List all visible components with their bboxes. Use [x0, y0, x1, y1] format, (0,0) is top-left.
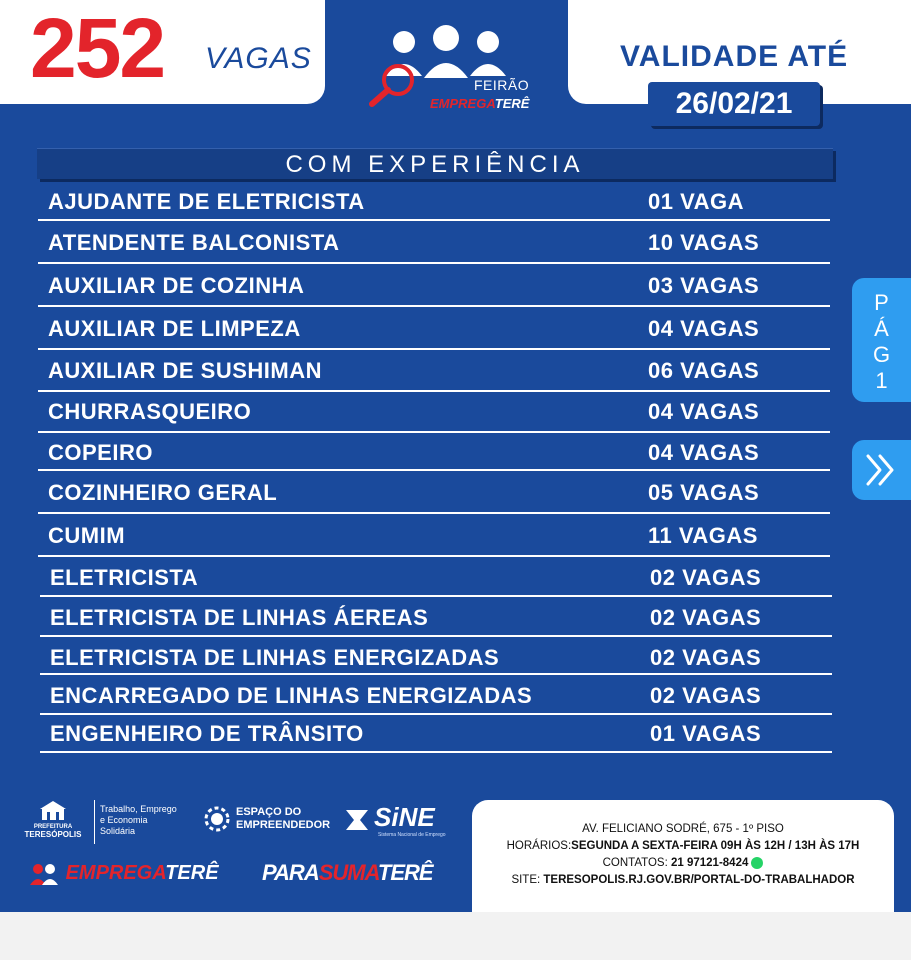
empregatere-red: EMPREGA — [65, 862, 166, 884]
parasumatere-part2: SUMA — [318, 860, 378, 885]
job-title: AJUDANTE DE ELETRICISTA — [48, 189, 365, 214]
job-title: COPEIRO — [48, 440, 153, 465]
espaco-line2: EMPREENDEDOR — [236, 819, 331, 831]
section-title: COM EXPERIÊNCIA — [285, 151, 585, 178]
section-header — [37, 148, 833, 179]
whatsapp-icon — [751, 857, 763, 869]
job-quantity: 03 VAGAS — [648, 273, 760, 298]
page-tab-letter: Á — [874, 316, 889, 341]
next-page-button[interactable] — [852, 440, 911, 500]
vacancy-count: 252 — [30, 1, 165, 95]
job-quantity: 02 VAGAS — [650, 565, 762, 590]
page-tab-letter: G — [872, 342, 891, 367]
people-icon — [28, 863, 60, 885]
vacancy-count-label: VAGAS — [205, 42, 312, 75]
secretaria-line1: Trabalho, Emprego — [100, 804, 177, 814]
espaco-line1: ESPAÇO DO — [236, 806, 302, 818]
hours-line — [472, 840, 894, 852]
contacts-label: CONTATOS: — [602, 857, 671, 870]
prefeitura-logo — [18, 800, 88, 839]
job-title: CHURRASQUEIRO — [48, 399, 252, 424]
site-link[interactable]: TERESOPOLIS.RJ.GOV.BR/PORTAL-DO-TRABALHADOR — [543, 874, 855, 886]
job-row — [38, 472, 830, 514]
job-title: ELETRICISTA — [50, 565, 199, 590]
job-row — [40, 557, 832, 597]
logo-brand-text — [430, 96, 529, 111]
empregatere-white: TERÊ — [165, 862, 219, 884]
job-quantity: 05 VAGAS — [648, 480, 760, 505]
double-chevron-right-icon — [852, 440, 911, 500]
job-quantity: 01 VAGA — [648, 189, 745, 214]
job-row — [40, 713, 832, 753]
parasumatere-part3: TERÊ — [377, 860, 433, 885]
page-tab-letter: 1 — [875, 368, 888, 393]
divider — [94, 800, 95, 844]
contacts-value[interactable]: 21 97121-8424 — [670, 857, 749, 870]
job-quantity: 04 VAGAS — [648, 440, 760, 465]
job-quantity: 04 VAGAS — [648, 399, 760, 424]
job-title: ENCARREGADO DE LINHAS ENERGIZADAS — [50, 683, 533, 708]
job-row — [38, 515, 830, 557]
job-quantity: 01 VAGAS — [650, 721, 762, 746]
secretaria-text — [100, 804, 177, 837]
job-quantity: 10 VAGAS — [648, 230, 760, 255]
prefeitura-line1: PREFEITURA — [33, 824, 73, 830]
page-tab-letter: P — [874, 290, 889, 315]
address-line: AV. FELICIANO SODRÉ, 675 - 1º PISO — [582, 823, 784, 835]
parasumatere-part1: PARA — [262, 860, 319, 885]
job-row — [40, 597, 832, 637]
job-title: AUXILIAR DE SUSHIMAN — [48, 358, 323, 383]
secretaria-line2: e Economia — [100, 815, 148, 825]
prefeitura-line2: TERESÓPOLIS — [24, 830, 82, 839]
job-quantity: 02 VAGAS — [650, 683, 762, 708]
city-crest-icon — [38, 800, 68, 822]
job-quantity: 02 VAGAS — [650, 645, 762, 670]
job-row — [40, 675, 832, 715]
validity-label: VALIDADE ATÉ — [620, 40, 849, 73]
job-title: ENGENHEIRO DE TRÂNSITO — [50, 721, 364, 746]
site-label: SITE: — [511, 874, 544, 886]
job-row — [38, 432, 830, 471]
gear-bulb-icon — [202, 804, 232, 834]
sine-logo-text: SiNE — [374, 802, 435, 832]
logo-brand-white: TERÊ — [494, 96, 530, 111]
logo-feirao-text: FEIRÃO — [474, 77, 530, 93]
job-quantity: 04 VAGAS — [648, 316, 760, 341]
contact-info-box — [472, 800, 894, 912]
job-row — [38, 181, 830, 221]
validity-date: 26/02/21 — [648, 82, 820, 126]
job-title: AUXILIAR DE COZINHA — [48, 273, 305, 298]
job-quantity: 06 VAGAS — [648, 358, 760, 383]
page-indicator-tab — [852, 278, 911, 402]
bottom-background — [0, 912, 911, 960]
empregatere-logo — [28, 862, 219, 885]
site-line — [472, 874, 894, 886]
hours-value: SEGUNDA A SEXTA-FEIRA 09H ÀS 12H / 13H ÀS 17H — [571, 840, 860, 852]
vacancy-count-box — [0, 0, 325, 104]
job-row — [38, 350, 830, 392]
job-row — [40, 637, 832, 675]
job-row — [38, 308, 830, 350]
job-quantity: 11 VAGAS — [648, 523, 758, 548]
hours-label: HORÁRIOS: — [506, 840, 572, 852]
sine-subtitle: Sistema Nacional de Emprego — [378, 832, 446, 838]
job-row — [38, 391, 830, 433]
sine-mark-icon — [342, 806, 372, 834]
job-title: CUMIM — [48, 523, 126, 548]
parasumatere-logo — [262, 860, 433, 886]
job-title: COZINHEIRO GERAL — [48, 480, 278, 505]
footer-logos — [18, 796, 458, 906]
espaco-empreendedor-logo — [236, 806, 330, 832]
job-title: AUXILIAR DE LIMPEZA — [48, 316, 301, 341]
secretaria-line3: Solidária — [100, 826, 136, 836]
job-title: ELETRICISTA DE LINHAS ENERGIZADAS — [50, 645, 500, 670]
job-title: ATENDENTE BALCONISTA — [48, 230, 340, 255]
contacts-line — [472, 857, 894, 869]
job-row — [38, 222, 830, 264]
job-quantity: 02 VAGAS — [650, 605, 762, 630]
job-row — [38, 265, 830, 307]
job-title: ELETRICISTA DE LINHAS ÁEREAS — [50, 605, 429, 630]
logo-brand-red: EMPREGA — [430, 96, 495, 111]
